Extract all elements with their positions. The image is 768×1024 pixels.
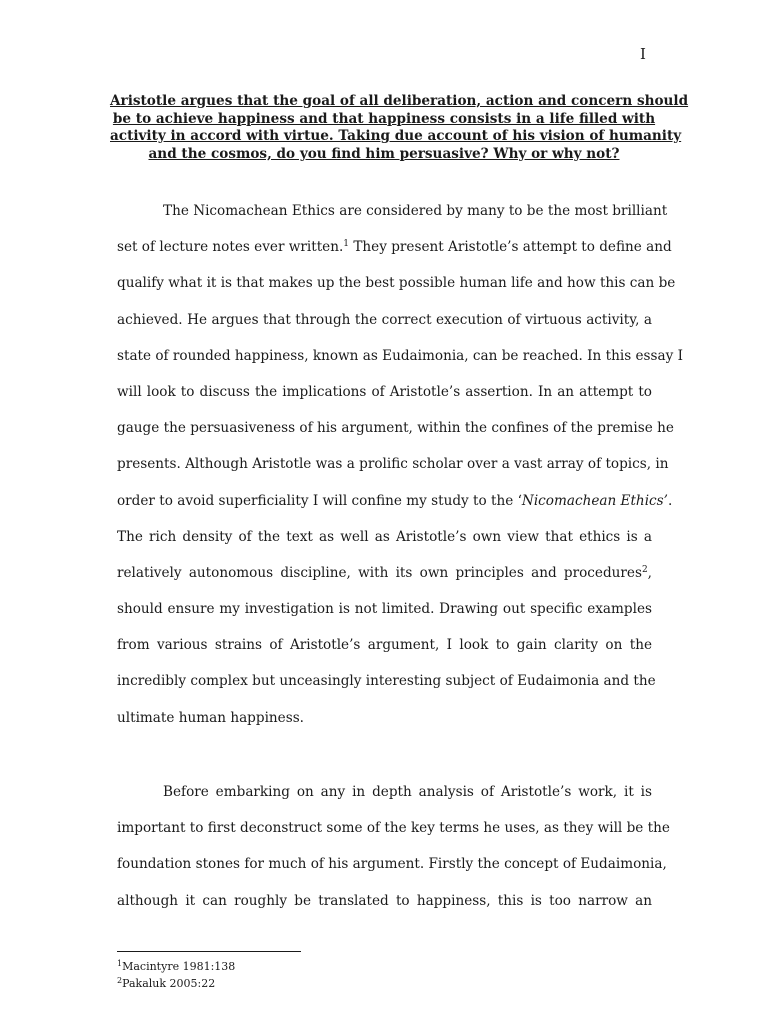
text-line: presents. Although Aristotle was a prolific scholar over a vast array of topics, in (117, 456, 669, 473)
text-line: Before embarking on any in depth analysis of Aristotle’s work, it is (163, 784, 652, 800)
footnotes (117, 958, 235, 992)
text-line (117, 483, 673, 519)
text-line: incredibly complex but unceasingly interesting subject of Eudaimonia and the (117, 673, 656, 690)
footnote-text: Macintyre 1981:138 (122, 960, 236, 973)
text-line: although it can roughly be translated to happiness, this is too narrow an (117, 892, 652, 909)
paragraph-key-terms (117, 774, 670, 919)
text-line: should ensure my investigation is not limited. Drawing out specific examples (117, 601, 652, 618)
footnote-separator (117, 951, 301, 952)
text-line (117, 229, 672, 265)
title-line: Aristotle argues that the goal of all deliberation, action and concern should (110, 93, 689, 109)
book-title: Nicomachean Ethics’ (521, 492, 668, 509)
text-line: achieved. He argues that through the correct execution of virtuous activity, a (117, 311, 652, 328)
text-line: from various strains of Aristotle’s argument, I look to gain clarity on the (117, 637, 652, 654)
footnote (117, 958, 235, 975)
text-fragment: , (647, 564, 652, 581)
text-fragment: . (667, 492, 673, 509)
text-line: important to first deconstruct some of the key terms he uses, as they will be the (117, 820, 670, 837)
title-line: be to achieve happiness and that happiness consists in a life filled with (112, 110, 656, 127)
text-line (117, 555, 652, 591)
footnote-reference[interactable]: 1 (343, 239, 350, 250)
text-line: The rich density of the text as well as Aristotle’s own view that ethics is a (117, 528, 652, 545)
footnote-text: Pakaluk 2005:22 (122, 977, 216, 990)
paragraph-introduction (117, 193, 683, 736)
text-line: qualify what it is that makes up the best possible human life and how this can be (117, 275, 676, 292)
essay-title (110, 93, 689, 163)
text-line: foundation stones for much of his argument. Firstly the concept of Eudaimonia, (117, 856, 667, 873)
page-number: I (640, 45, 646, 63)
text-fragment: order to avoid superficiality I will confine my study to the ‘ (117, 492, 522, 509)
footnote-reference[interactable]: 2 (641, 564, 648, 575)
footnote-mark: 2 (117, 976, 123, 985)
title-line: and the cosmos, do you find him persuasive? Why or why not? (148, 145, 620, 162)
text-fragment: set of lecture notes ever written. (117, 239, 344, 256)
text-line: will look to discuss the implications of Aristotle’s assertion. In an attempt to (117, 383, 652, 400)
text-line: state of rounded happiness, known as Eudaimonia, can be reached. In this essay I (117, 347, 683, 364)
footnote-mark: 1 (117, 959, 123, 968)
footnote (117, 975, 235, 992)
text-line: gauge the persuasiveness of his argument, within the confines of the premise he (117, 420, 674, 437)
text-fragment: relatively autonomous discipline, with its own principles and procedures (117, 564, 642, 581)
title-line: activity in accord with virtue. Taking due account of his vision of humanity (110, 128, 682, 144)
text-line: The Nicomachean Ethics are considered by many to be the most brilliant (163, 203, 668, 219)
text-fragment: They present Aristotle’s attempt to define and (349, 239, 672, 256)
text-line: ultimate human happiness. (117, 709, 305, 726)
